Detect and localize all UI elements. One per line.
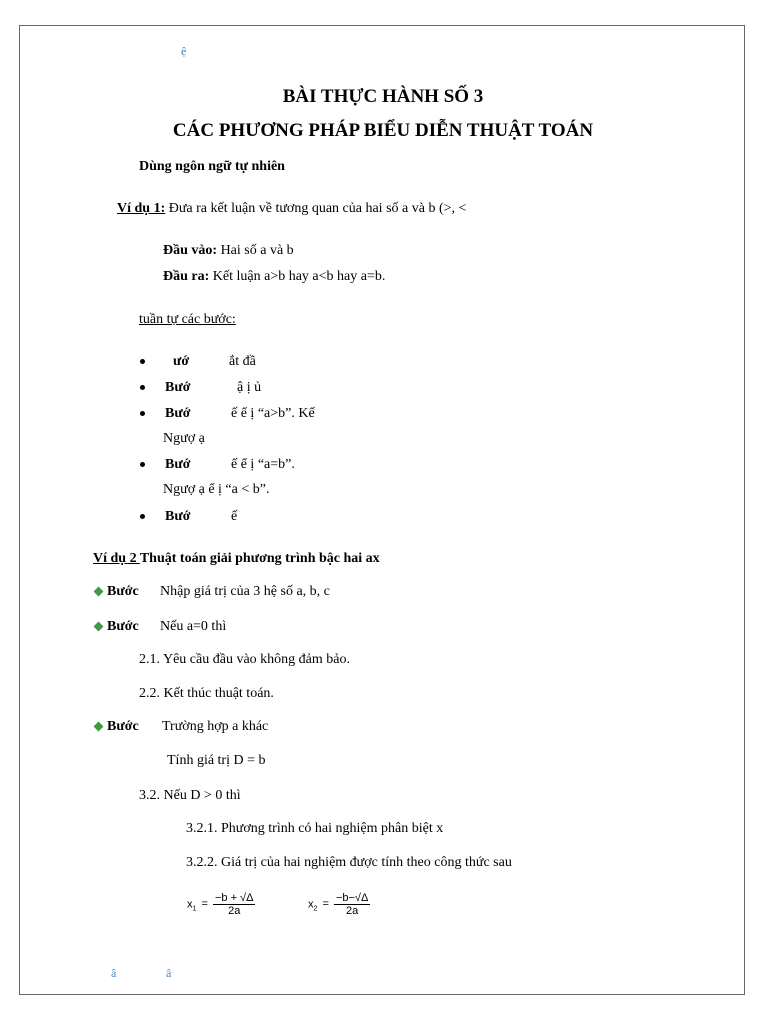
step-word: Bướ [165,457,191,472]
x2-sub: 2 [313,905,318,913]
example-1-text: Đưa ra kết luận về tương quan của hai số a và b (>, < [165,201,467,216]
bullet-dot [140,514,145,519]
step-text: ắt đầ [229,354,256,369]
example-2-title: Thuật toán giải phương trình bậc hai ax [139,551,380,566]
step-word: Bướ [165,380,191,395]
step-word: Bướ [165,509,191,524]
output-line [163,269,385,285]
step-word: Bước [107,584,139,599]
diamond-bullet-icon [94,622,104,632]
title-line-1: BÀI THỰC HÀNH SỐ 3 [282,86,484,107]
step-2 [93,619,226,635]
step-word: Bước [107,619,139,634]
footer-mark-left: â [111,966,117,980]
formula-x1: $x_1$ = $\frac{-b + √\Delta}{2a}$ [187,892,254,917]
list-item-continuation: Ngượ ạ [163,431,205,446]
x2-lhs: x [308,898,314,911]
step-word: ướ [173,354,190,369]
list-item [140,406,315,422]
steps-heading: tuần tự các bước: [139,312,236,327]
diamond-bullet-icon [94,587,104,597]
diamond-bullet-icon [94,722,104,732]
formula-x2: $x_2$ = $\frac{-b-√\Delta}{2a}$ [308,892,369,917]
bullet-dot [140,359,145,364]
compute-d: Tính giá trị D = b [167,753,266,768]
title-line-2: CÁC PHƯƠNG PHÁP BIỂU DIỄN THUẬT TOÁN [172,120,594,141]
step-word: Bước [107,719,139,734]
list-item-continuation: Ngượ ạ ể ị “a < b”. [163,482,270,497]
x2-numerator: −b−√Δ [335,892,369,904]
input-text: Hai số a và b [217,243,294,258]
list-item [140,380,261,396]
substep-3-2-2: 3.2.2. Giá trị của hai nghiệm được tính theo công thức sau [186,855,512,870]
substep-2-2: 2.2. Kết thúc thuật toán. [139,686,274,701]
step-2-text: Nếu a=0 thì [160,619,227,634]
step-1 [93,584,330,600]
x2-denominator: 2a [346,905,359,917]
example-2-label: Ví dụ 2 [93,551,140,566]
x1-lhs: x [187,898,193,911]
step-3 [93,719,268,735]
top-mark: ệ [181,44,187,58]
example-2-line [93,551,380,567]
output-text: Kết luận a>b hay a<b hay a=b. [209,269,386,284]
step-text: ế ể ị “a>b”. Kế [231,406,315,421]
input-label: Đầu vào: [163,243,218,258]
x1-numerator: −b + √Δ [214,892,254,904]
step-text: ậ ị ủ [237,380,262,395]
substep-2-1: 2.1. Yêu cầu đầu vào không đảm bảo. [139,652,350,667]
substep-3-2-1: 3.2.1. Phương trình có hai nghiệm phân biệt x [186,821,444,836]
x1-denominator: 2a [228,905,241,917]
step-1-text: Nhập giá trị của 3 hệ số a, b, c [160,584,330,599]
substep-3-2: 3.2. Nếu D > 0 thì [139,788,241,803]
output-label: Đầu ra: [163,269,210,284]
input-line [163,243,294,259]
example-1-line [117,201,466,217]
step-word: Bướ [165,406,191,421]
footer-mark-right: â [166,966,172,980]
bullet-dot [140,411,145,416]
step-text: ế [231,509,238,524]
list-item [140,457,295,473]
x1-sub: 1 [192,905,197,913]
list-item [140,354,256,370]
example-1-label: Ví dụ 1: [117,201,166,216]
list-item [140,509,237,525]
bullet-dot [140,385,145,390]
step-text: ế ể ị “a=b”. [231,457,295,472]
document-page [19,25,745,995]
section-heading: Dùng ngôn ngữ tự nhiên [139,159,285,174]
step-3-text: Trường hợp a khác [162,719,269,734]
bullet-dot [140,462,145,467]
